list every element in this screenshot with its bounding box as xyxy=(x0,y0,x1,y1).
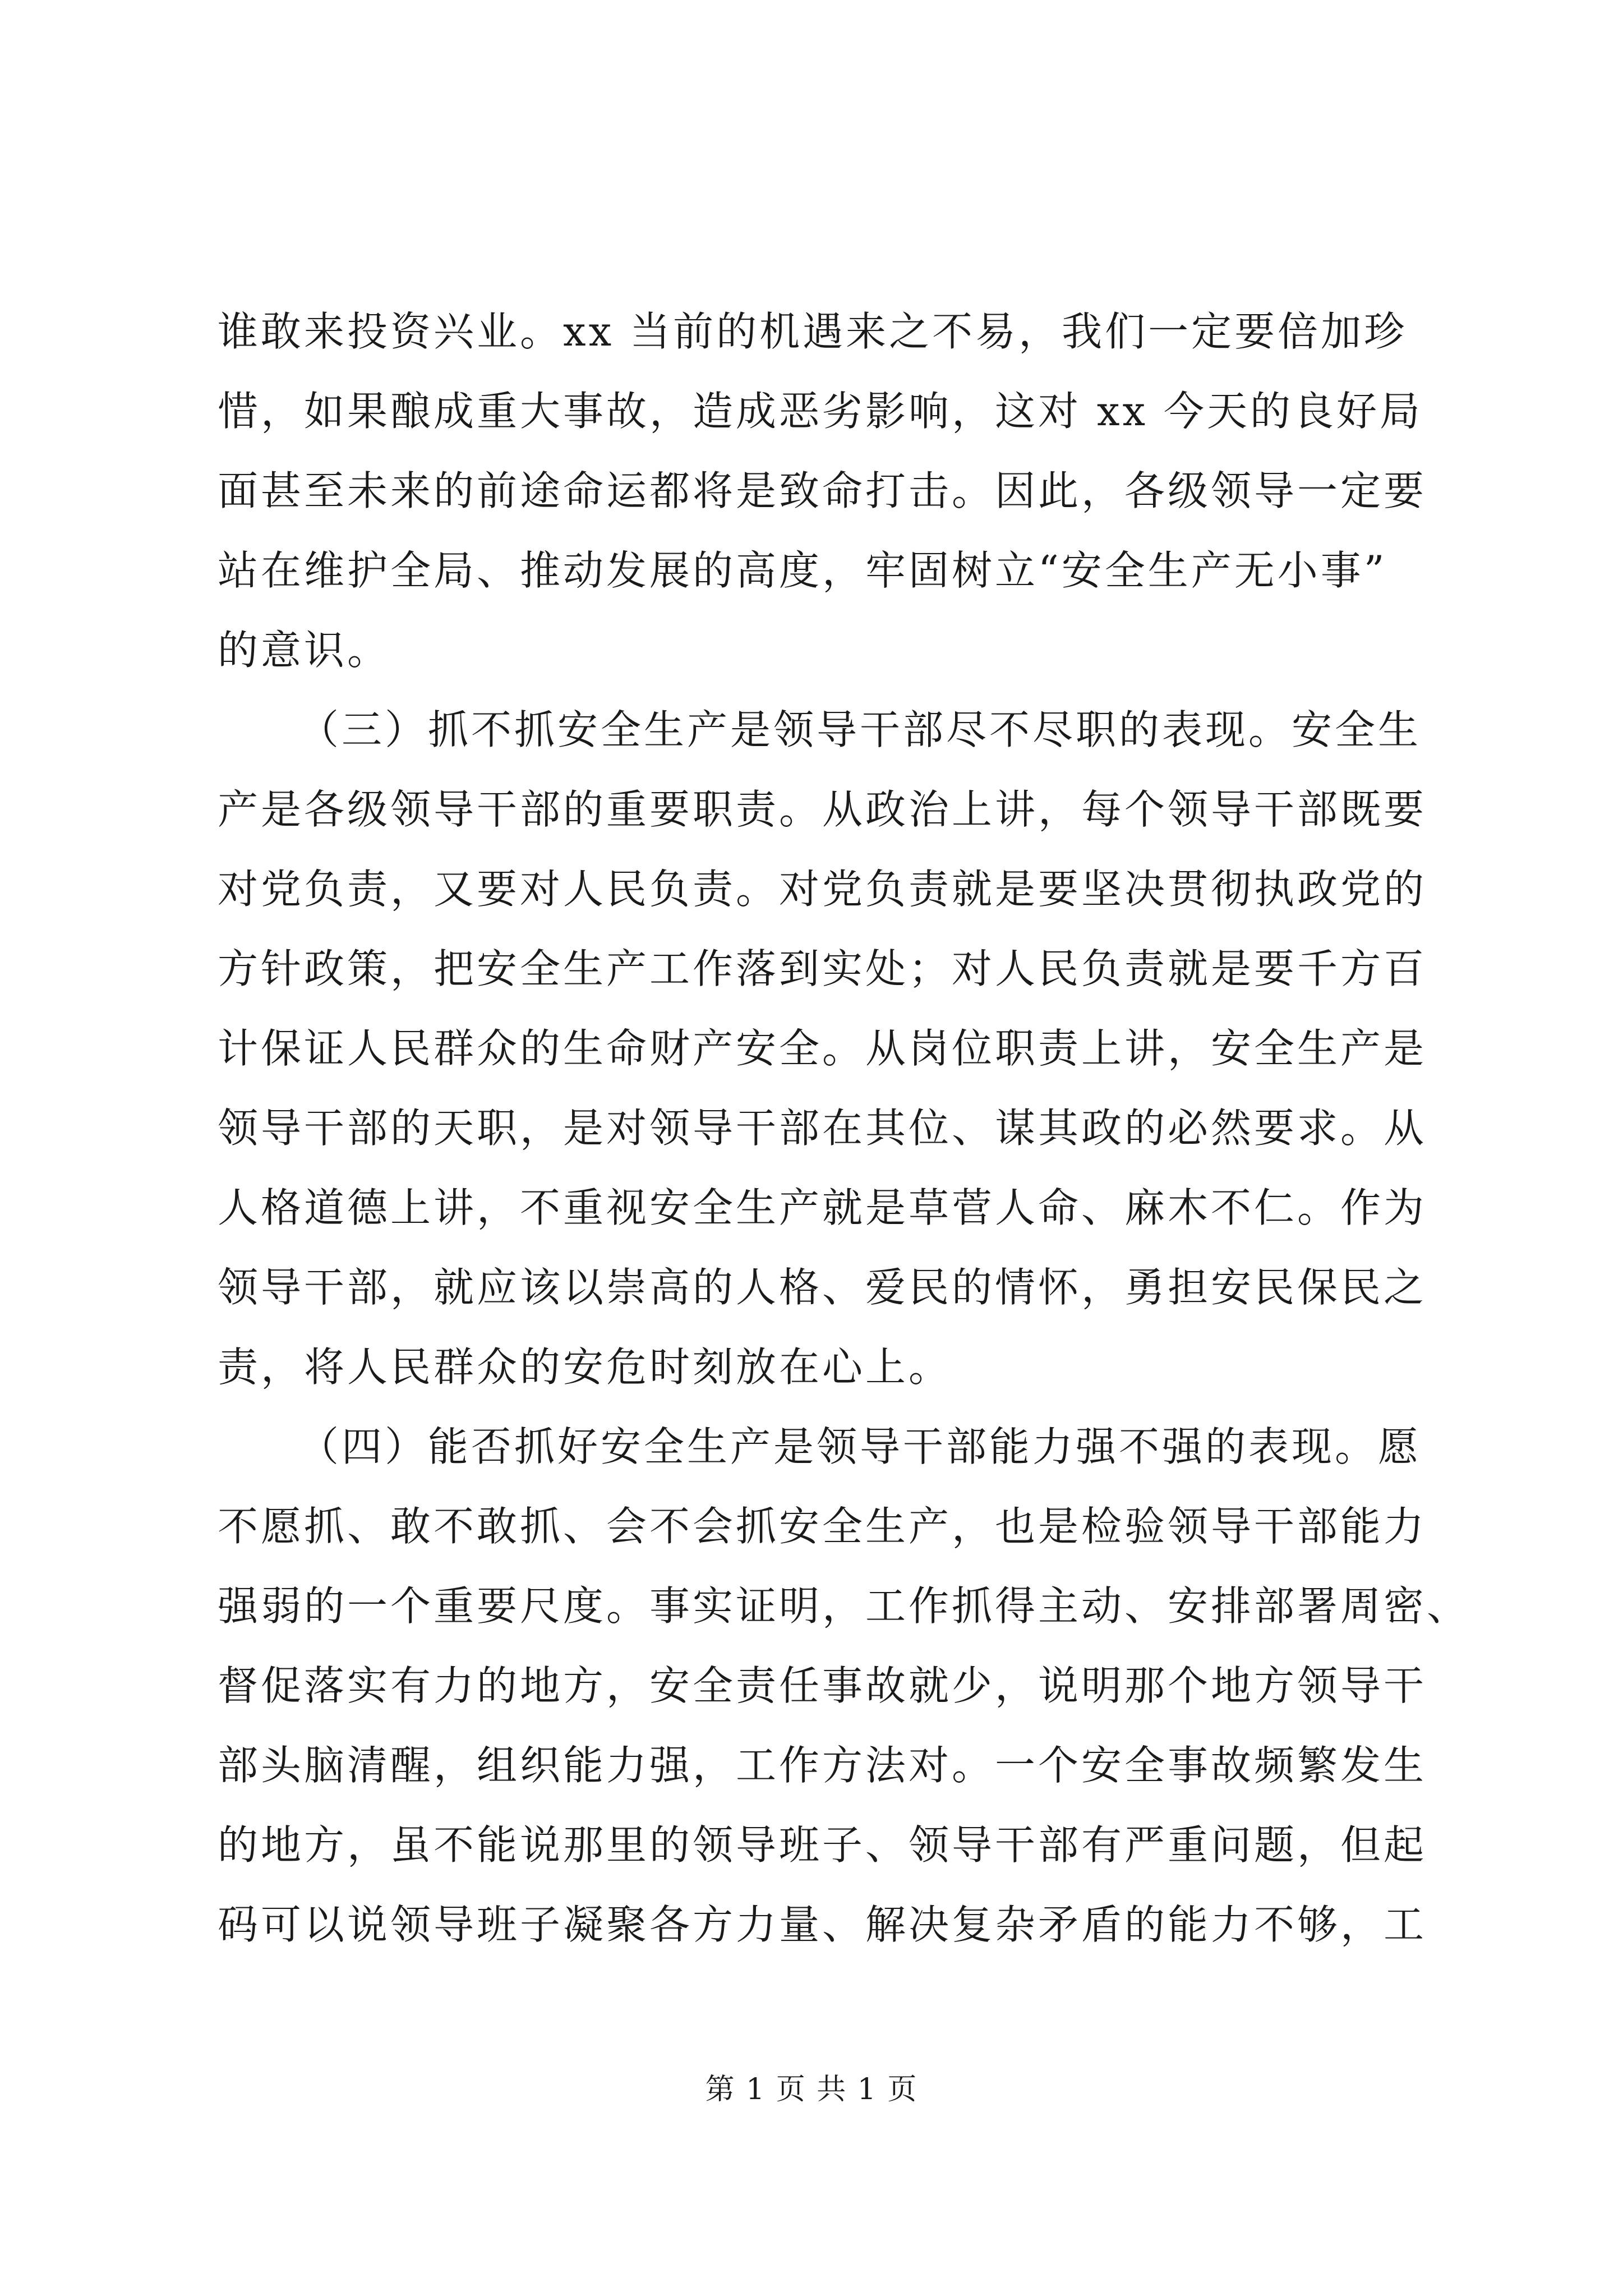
text-line: 部头脑清醒，组织能力强，工作方法对。一个安全事故频繁发生 xyxy=(218,1742,1427,1789)
text-line: 产是各级领导干部的重要职责。从政治上讲，每个领导干部既要 xyxy=(218,786,1427,833)
text-line: 计保证人民群众的生命财产安全。从岗位职责上讲，安全生产是 xyxy=(218,1025,1427,1072)
text-line: 码可以说领导班子凝聚各方力量、解决复杂矛盾的能力不够，工 xyxy=(218,1901,1427,1948)
text-line: 的地方，虽不能说那里的领导班子、领导干部有严重问题，但起 xyxy=(218,1821,1427,1869)
body-text xyxy=(218,292,1470,1964)
page-footer xyxy=(0,2070,1623,2109)
text-line: 领导干部，就应该以崇高的人格、爱民的情怀，勇担安民保民之 xyxy=(218,1264,1427,1311)
paragraph-start-line: （三）抓不抓安全生产是领导干部尽不尽职的表现。安全生 xyxy=(298,706,1422,753)
text-line: 谁敢来投资兴业。xx 当前的机遇来之不易，我们一定要倍加珍 xyxy=(218,308,1408,355)
text-line: 领导干部的天职，是对领导干部在其位、谋其政的必然要求。从 xyxy=(218,1105,1427,1152)
text-line: 站在维护全局、推动发展的高度，牢固树立“安全生产无小事” xyxy=(218,547,1387,594)
text-line: 责，将人民群众的安危时刻放在心上。 xyxy=(218,1343,952,1391)
text-line: 面甚至未来的前途命运都将是致命打击。因此，各级领导一定要 xyxy=(218,467,1427,514)
paragraph-start-line: （四）能否抓好安全生产是领导干部能力强不强的表现。愿 xyxy=(298,1423,1422,1470)
page-number-label: 第 1 页 共 1 页 xyxy=(705,2073,918,2106)
text-line: 的意识。 xyxy=(218,627,391,674)
text-line: 方针政策，把安全生产工作落到实处；对人民负责就是要千方百 xyxy=(218,945,1427,992)
text-line: 强弱的一个重要尺度。事实证明，工作抓得主动、安排部署周密、 xyxy=(218,1582,1470,1630)
text-line: 不愿抓、敢不敢抓、会不会抓安全生产，也是检验领导干部能力 xyxy=(218,1503,1427,1550)
text-line: 惜，如果酿成重大事故，造成恶劣影响，这对 xx 今天的良好局 xyxy=(218,388,1423,435)
text-line: 人格道德上讲，不重视安全生产就是草菅人命、麻木不仁。作为 xyxy=(218,1184,1427,1231)
text-line: 对党负责，又要对人民负责。对党负责就是要坚决贯彻执政党的 xyxy=(218,866,1427,913)
text-line: 督促落实有力的地方，安全责任事故就少，说明那个地方领导干 xyxy=(218,1662,1427,1709)
